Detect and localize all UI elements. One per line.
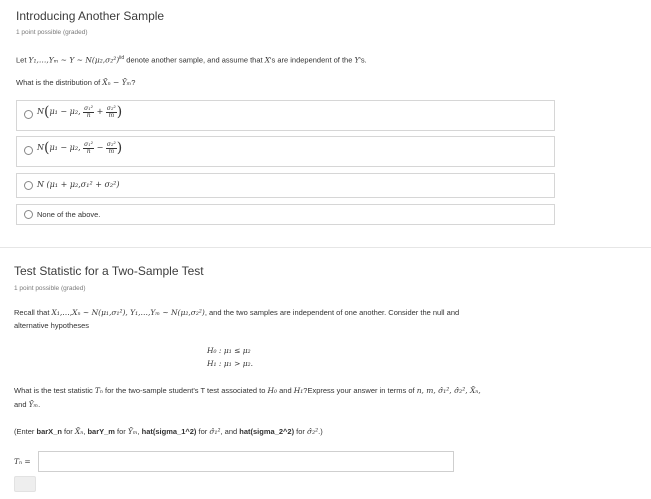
q1-option-a-frac2-num: σ₂² <box>106 104 116 112</box>
q1-intro-math: Y₁,…,Yₘ ~ Y ~ N(μ₂,σ₂²) <box>28 55 120 65</box>
q1-option-a[interactable] <box>16 100 555 131</box>
q1-intro-x: X <box>264 55 271 65</box>
q1-option-b-radio[interactable] <box>24 146 33 155</box>
q2-enter-f: , <box>137 427 142 436</box>
q1-question-math: X̄ₙ − Ȳₘ <box>102 78 132 87</box>
q2-stat-f: . <box>38 400 41 409</box>
q2-enter-instructions <box>14 426 323 438</box>
q2-enter-g: for <box>196 427 210 436</box>
q2-enter-m4: σ̂₂² <box>307 427 319 436</box>
q2-enter-j: .) <box>318 427 323 436</box>
q1-title: Introducing Another Sample <box>16 9 165 23</box>
q2-enter-bary: barY_m <box>87 427 115 436</box>
q2-enter-c: for <box>61 427 75 436</box>
q2-stat-e: and <box>14 400 29 409</box>
q2-enter-m3: σ̂₁² <box>209 427 221 436</box>
q2-enter-barx: barX_n <box>36 427 62 436</box>
section-divider <box>0 247 651 248</box>
q1-option-b-lead: N <box>37 143 44 152</box>
q1-option-c-radio[interactable] <box>24 181 33 190</box>
q2-points: 1 point possible (graded) <box>14 285 86 292</box>
q1-option-a-frac1-den: n <box>86 111 91 119</box>
q2-stat-ym: Ȳₘ <box>28 400 39 409</box>
q2-answer-label: Tₙ = <box>14 457 31 466</box>
q1-question <box>16 77 135 89</box>
q2-stat-tn: Tₙ <box>94 386 103 395</box>
q1-option-b[interactable] <box>16 136 555 167</box>
q1-option-d[interactable] <box>16 204 555 225</box>
q2-stat-h0: H₀ <box>267 386 278 395</box>
q2-enter-e: for <box>114 427 128 436</box>
q2-preview-button[interactable] <box>14 476 36 492</box>
q2-stat-a: What is the test statistic <box>14 386 95 395</box>
q1-option-a-op: + <box>96 107 104 116</box>
q1-intro-suffix: denote another sample, and assume that <box>124 55 265 65</box>
q2-enter-a: (Enter <box>14 427 37 436</box>
q2-h1: H₁ : μ₁ > μ₂. <box>207 359 254 368</box>
q2-stat-d: ?Express your answer in terms of <box>303 386 417 395</box>
q1-option-a-inner: μ₁ − μ₂, <box>49 107 81 116</box>
q1-intro <box>16 52 367 67</box>
q2-enter-m1: X̄ₙ <box>74 427 84 436</box>
q1-option-a-label: N(μ₁ − μ₂, $\frac{\text{σ₁²}}{n}$ + $\frac{\text{σ₂²}}{m}$ ) <box>37 104 123 120</box>
q2-recall-line1 <box>14 307 459 319</box>
q1-option-d-label: None of the above. <box>37 210 101 219</box>
q1-option-b-frac1-num: σ₁² <box>84 140 94 148</box>
q1-option-a-frac1-num: σ₁² <box>84 104 94 112</box>
q2-recall-b: , and the two samples are independent of one another. Consider the null and <box>204 308 460 317</box>
q1-option-b-frac2-num: σ₂² <box>106 140 116 148</box>
q1-option-b-frac2-den: m <box>108 147 115 155</box>
q2-recall-line2: alternative hypotheses <box>14 321 90 330</box>
q2-enter-i: for <box>294 427 308 436</box>
q1-intro-end: 's. <box>359 55 367 65</box>
q2-stat-terms: n, m, σ̂₁², σ̂₂², X̄ₙ, <box>416 386 481 395</box>
q2-answer-input[interactable] <box>38 451 454 472</box>
q2-enter-m2: Ȳₘ <box>127 427 138 436</box>
q2-stat-b: for the two-sample student's T test associated to <box>102 386 268 395</box>
q2-h0: H₀ : μ₁ ≤ μ₂ <box>207 346 251 355</box>
q2-stat-line1 <box>14 385 481 397</box>
q2-stat-line2 <box>14 399 40 411</box>
q1-intro-iid: iid <box>119 55 125 61</box>
q2-enter-hat2: hat(sigma_2^2) <box>239 427 295 436</box>
q1-option-b-op: − <box>96 143 104 152</box>
q2-stat-c: and <box>277 386 294 395</box>
q2-title: Test Statistic for a Two-Sample Test <box>14 264 204 278</box>
q2-stat-h1: H₁ <box>293 386 304 395</box>
q1-option-b-label: N(μ₁ − μ₂, $\frac{\text{σ₁²}}{n}$ − $\frac{\text{σ₂²}}{m}$ ) <box>37 140 123 156</box>
q1-option-a-frac2-den: m <box>108 111 115 119</box>
q1-option-a-lead: N <box>37 107 44 116</box>
q1-intro-y: Y <box>354 55 360 65</box>
q1-intro-prefix: Let <box>16 55 29 65</box>
q1-option-b-inner: μ₁ − μ₂, <box>49 143 81 152</box>
q2-recall-math: X₁,…,Xₙ ~ N(μ₁,σ₁²), Y₁,…,Yₘ ~ N(μ₂,σ₂²) <box>51 308 205 317</box>
q2-enter-h: , and <box>220 427 240 436</box>
q1-intro-mid: 's are independent of the <box>270 55 355 65</box>
q1-points: 1 point possible (graded) <box>16 29 88 36</box>
q1-option-a-radio[interactable] <box>24 110 33 119</box>
q1-question-suffix: ? <box>131 78 136 87</box>
q2-enter-hat1: hat(sigma_1^2) <box>141 427 197 436</box>
q2-recall-a: Recall that <box>14 308 52 317</box>
q1-option-c-label: N (μ₁ + μ₂,σ₁² + σ₂²) <box>37 180 120 189</box>
q1-option-c[interactable] <box>16 173 555 198</box>
q1-option-d-radio[interactable] <box>24 210 33 219</box>
q1-question-prefix: What is the distribution of <box>16 78 103 87</box>
q2-enter-d: , <box>83 427 88 436</box>
q1-option-b-frac1-den: n <box>86 147 91 155</box>
